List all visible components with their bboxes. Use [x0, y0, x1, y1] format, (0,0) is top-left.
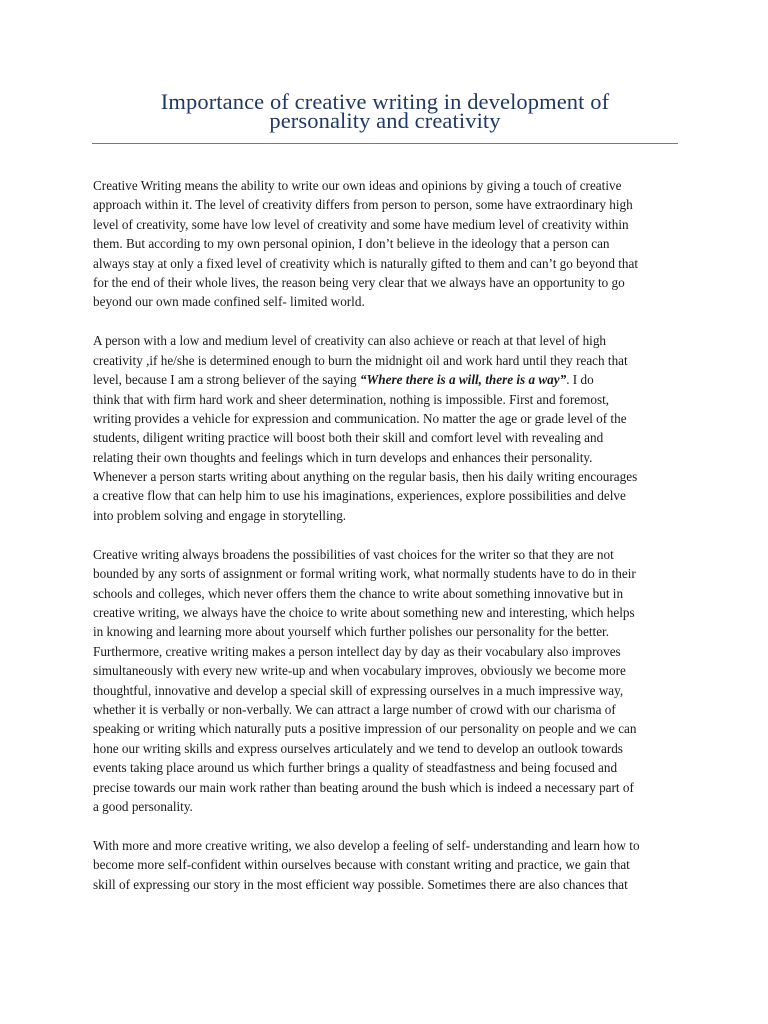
title-underline [92, 143, 678, 144]
text-line: creativity ,if he/she is determined enough to burn the midnight oil and work hard until they reach that [93, 352, 628, 368]
text-line: students, diligent writing practice will boost both their skill and comfort level with revealing and [93, 430, 604, 446]
text-line: into problem solving and engage in storytelling. [93, 507, 347, 523]
text-line: skill of expressing our story in the most efficient way possible. Sometimes there are also chances that [93, 876, 628, 892]
text-line: schools and colleges, which never offers them the chance to write about something innovative but in [93, 585, 624, 601]
document-body [93, 176, 683, 914]
text-line: A person with a low and medium level of creativity can also achieve or reach at that level of high [93, 333, 607, 349]
title-line: Importance of creative writing in development of [160, 89, 610, 114]
text-line: in knowing and learning more about yourself which further polishes our personality for the better. [93, 624, 610, 640]
text-line: think that with firm hard work and sheer determination, nothing is impossible. First and foremost, [93, 391, 610, 407]
text-line: relating their own thoughts and feelings which in turn develops and enhances their personality. [93, 449, 593, 465]
text-line: whether it is verbally or non-verbally. We can attract a large number of crowd with our charisma of [93, 701, 616, 717]
paragraph-2 [93, 331, 683, 525]
page-title [92, 88, 678, 134]
text-line: for the end of their whole lives, the reason being very clear that we always have an opportunity to go [93, 274, 625, 290]
text-line-with-quote [93, 370, 683, 389]
title-line: personality and creativity [269, 108, 501, 134]
text-fragment: . I do [566, 372, 594, 388]
text-line: speaking or writing which naturally puts a positive impression of our personality on people and we can [93, 721, 637, 737]
text-line: a creative flow that can help him to use his imaginations, experiences, explore possibilities and delve [93, 488, 626, 504]
text-line: precise towards our main work rather than beating around the bush which is indeed a necessary part of [93, 779, 634, 795]
paragraph-4 [93, 836, 683, 894]
text-line: a good personality. [93, 798, 193, 814]
text-line: Creative Writing means the ability to write our own ideas and opinions by giving a touch of creative [93, 178, 622, 193]
quoted-saying: “Where there is a will, there is a way” [359, 372, 567, 388]
text-line: bounded by any sorts of assignment or formal writing work, what normally students have to do in their [93, 566, 636, 582]
text-line: Creative writing always broadens the possibilities of vast choices for the writer so that they are not [93, 546, 614, 562]
text-line: Furthermore, creative writing makes a person intellect day by day as their vocabulary also improves [93, 643, 621, 659]
text-line: With more and more creative writing, we also develop a feeling of self- understanding and learn how to [93, 837, 640, 853]
paragraph-3 [93, 545, 683, 816]
text-line: beyond our own made confined self- limited world. [93, 294, 365, 310]
text-line: approach within it. The level of creativity differs from person to person, some have extraordinary high [93, 197, 633, 213]
text-line: events taking place around us which further brings a quality of steadfastness and being focused and [93, 760, 618, 776]
text-line: become more self-confident within ourselves because with constant writing and practice, we gain that [93, 857, 630, 873]
text-line: Whenever a person starts writing about anything on the regular basis, then his daily writing encourages [93, 469, 638, 485]
text-line: always stay at only a fixed level of creativity which is naturally gifted to them and can’t go beyond that [93, 255, 639, 271]
paragraph-1 [93, 176, 683, 312]
text-line: writing provides a vehicle for expression and communication. No matter the age or grade level of the [93, 410, 627, 426]
text-line: level of creativity, some have low level of creativity and some have medium level of creativity within [93, 216, 629, 232]
text-line: them. But according to my own personal opinion, I don’t believe in the ideology that a person can [93, 236, 610, 252]
text-line: thoughtful, innovative and develop a special skill of expressing ourselves in a much impressive way, [93, 682, 624, 698]
text-line: hone our writing skills and express ourselves articulately and we tend to develop an outlook towards [93, 740, 623, 756]
text-line: creative writing, we always have the choice to write about something new and interesting, which helps [93, 605, 635, 620]
text-line: simultaneously with every new write-up and when vocabulary improves, obviously we become more [93, 663, 626, 679]
text-fragment: level, because I am a strong believer of the saying [93, 372, 360, 388]
